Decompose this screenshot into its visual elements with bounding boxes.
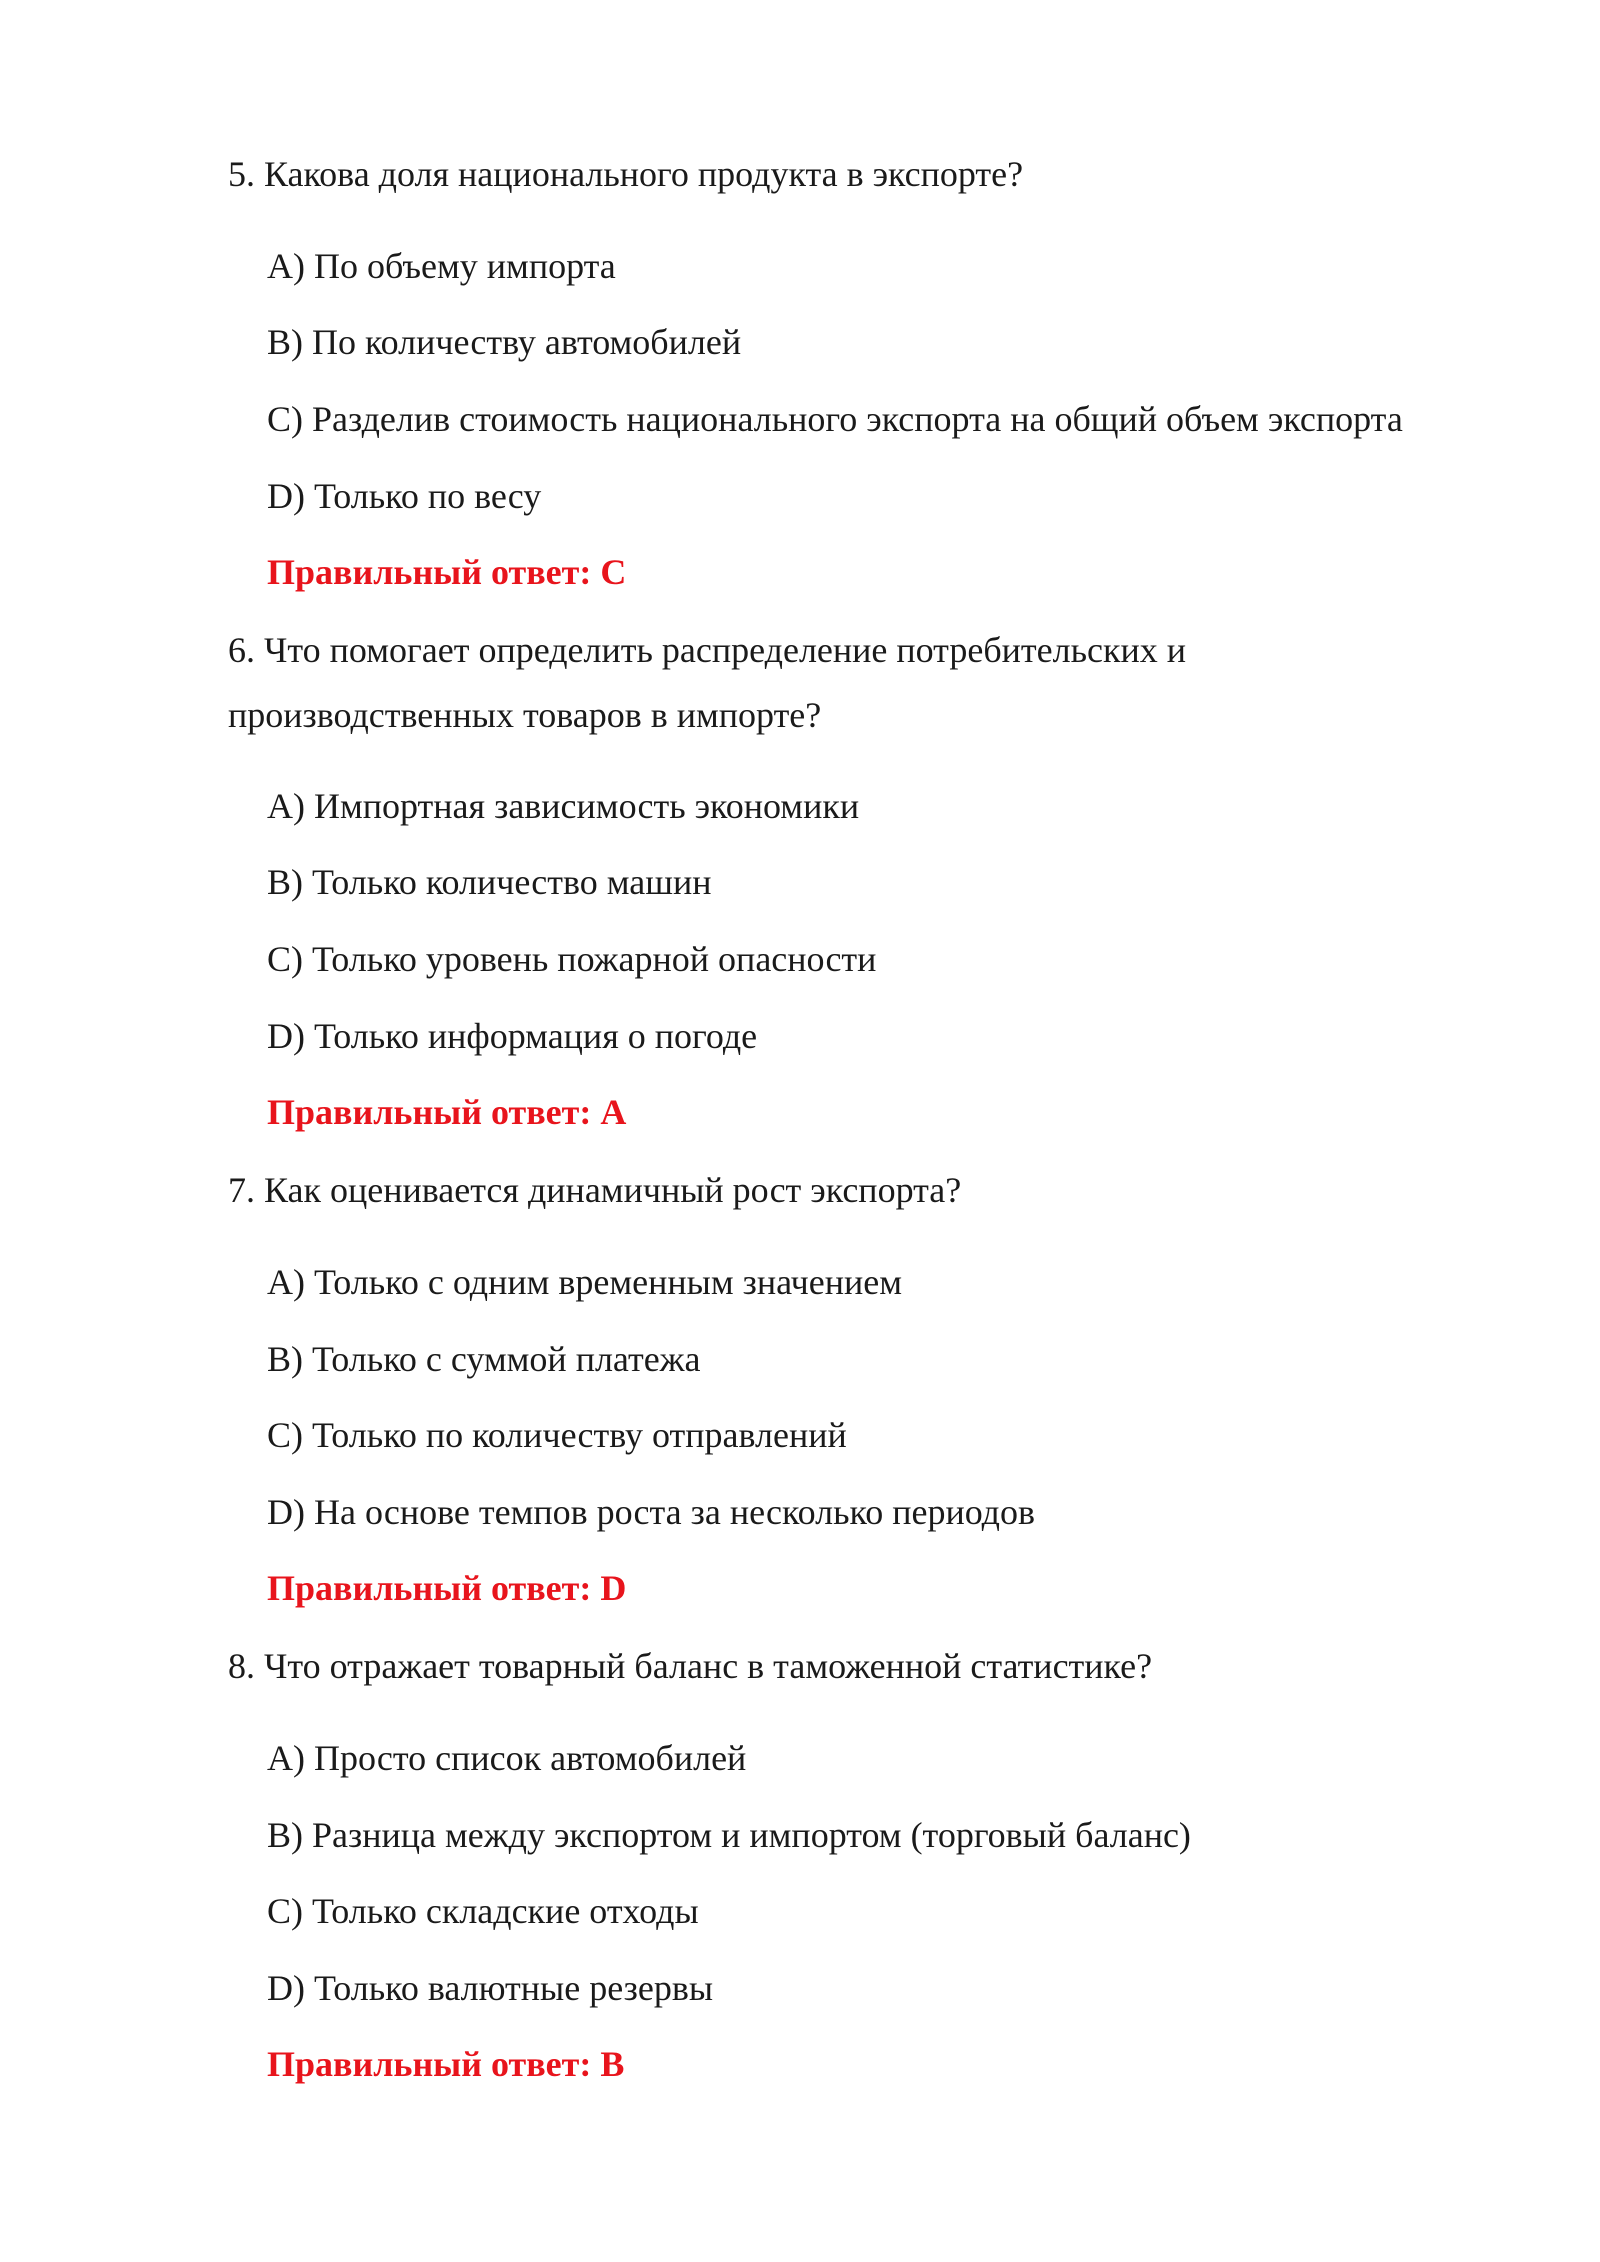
question-7-option-a: A) Только с одним временным значением: [267, 1262, 903, 1302]
question-6-option-a: A) Импортная зависимость экономики: [267, 786, 860, 826]
question-6-option-b: B) Только количество машин: [267, 862, 712, 902]
question-5-answer: Правильный ответ: C: [267, 552, 627, 592]
question-6-option-d: D) Только информация о погоде: [267, 1016, 758, 1056]
question-5-option-b: B) По количеству автомобилей: [267, 322, 742, 362]
question-8-answer: Правильный ответ: B: [267, 2044, 625, 2084]
question-6-text: 6. Что помогает определить распределение потребительских и производственных товаров в импорте?: [228, 630, 1187, 735]
question-8-option-c: C) Только складские отходы: [267, 1891, 699, 1931]
question-8-option-a: A) Просто список автомобилей: [267, 1738, 747, 1778]
question-8-option-d: D) Только валютные резервы: [267, 1968, 714, 2008]
question-6-option-c: C) Только уровень пожарной опасности: [267, 939, 877, 979]
question-8-option-b: B) Разница между экспортом и импортом (торговый баланс): [267, 1815, 1191, 1855]
question-7-answer: Правильный ответ: D: [267, 1568, 627, 1608]
question-6-answer: Правильный ответ: A: [267, 1092, 627, 1132]
question-8-text: 8. Что отражает товарный баланс в таможенной статистике?: [228, 1646, 1153, 1686]
question-7-option-d: D) На основе темпов роста за несколько периодов: [267, 1492, 1035, 1532]
question-7-option-b: B) Только с суммой платежа: [267, 1339, 701, 1379]
question-7-text: 7. Как оценивается динамичный рост экспорта?: [228, 1170, 962, 1210]
question-7-option-c: C) Только по количеству отправлений: [267, 1415, 847, 1455]
question-5-option-d: D) Только по весу: [267, 476, 542, 516]
question-5-option-c: C) Разделив стоимость национального экспорта на общий объем экспорта: [267, 399, 1403, 439]
question-5-option-a: A) По объему импорта: [267, 246, 616, 286]
question-5-text: 5. Какова доля национального продукта в экспорте?: [228, 154, 1024, 194]
